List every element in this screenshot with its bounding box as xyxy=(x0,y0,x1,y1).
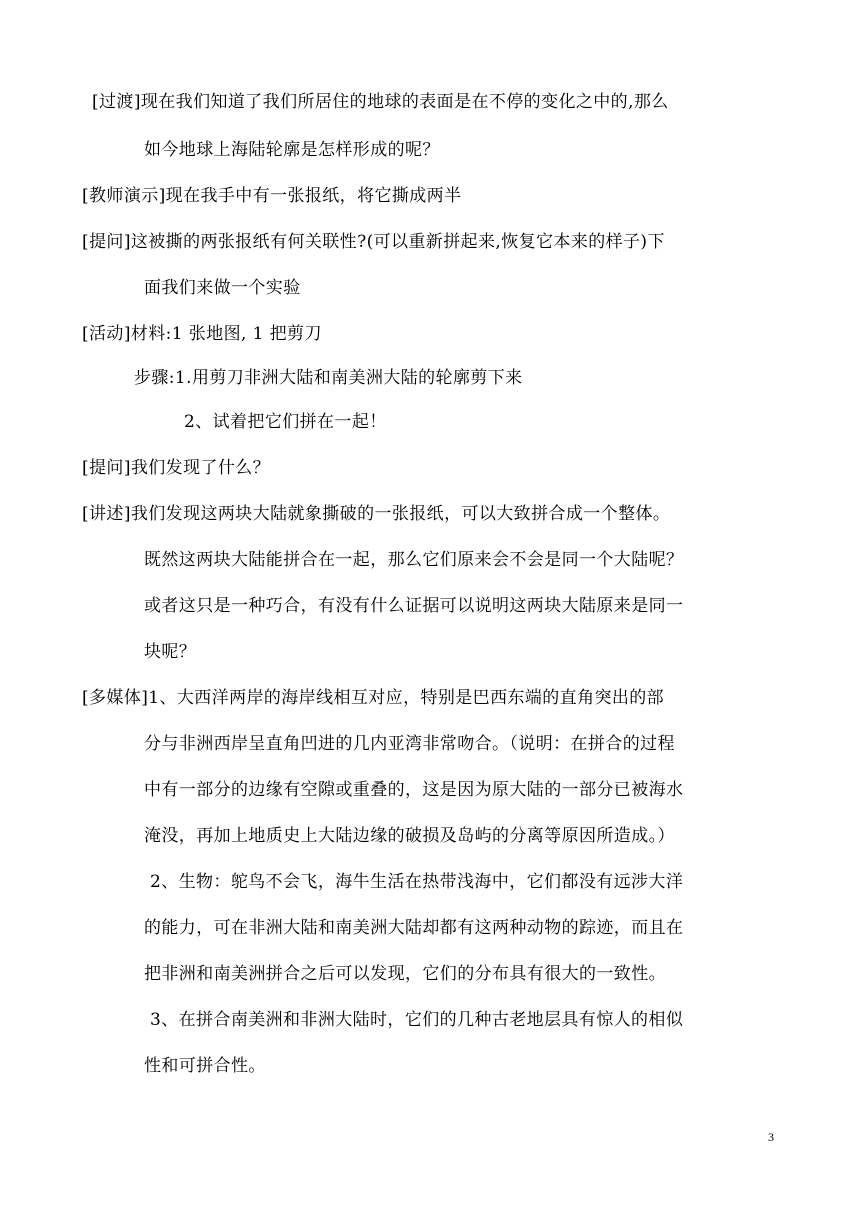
text-line-steps-2: 2、试着把它们拼在一起！ xyxy=(184,412,387,432)
page-number: 3 xyxy=(768,1130,774,1144)
text-line-narration-cont-2: 或者这只是一种巧合，有没有什么证据可以说明这两块大陆原来是同一 xyxy=(144,596,684,616)
text-line-narration-cont-3: 块呢？ xyxy=(144,642,197,662)
text-line-strata: 3、在拼合南美洲和非洲大陆时，它们的几种古老地层具有惊人的相似 xyxy=(150,1010,684,1030)
text-line-transition-cont: 如今地球上海陆轮廓是怎样形成的呢？ xyxy=(144,140,440,160)
text-line-strata-cont: 性和可拼合性。 xyxy=(144,1056,266,1076)
text-line-multimedia-1-cont-1: 分与非洲西岸呈直角凹进的几内亚湾非常吻合。（说明：在拼合的过程 xyxy=(144,734,675,754)
text-line-question-2: [提问]我们发现了什么？ xyxy=(82,458,271,478)
text-line-biology-cont-2: 把非洲和南美洲拼合之后可以发现，它们的分布具有很大的一致性。 xyxy=(144,964,666,984)
text-line-teacher-demo: [教师演示]现在我手中有一张报纸，将它撕成两半 xyxy=(82,186,462,206)
text-line-question-1: [提问]这被撕的两张报纸有何关联性?(可以重新拼起来,恢复它本来的样子)下 xyxy=(82,232,665,252)
text-line-steps-1: 步骤:1.用剪刀非洲大陆和南美洲大陆的轮廓剪下来 xyxy=(134,368,523,388)
text-line-question-1-cont: 面我们来做一个实验 xyxy=(144,278,301,298)
text-line-narration-cont-1: 既然这两块大陆能拼合在一起，那么它们原来会不会是同一个大陆呢？ xyxy=(144,550,684,570)
text-line-multimedia-1-cont-3: 淹没，再加上地质史上大陆边缘的破损及岛屿的分离等原因所造成。） xyxy=(144,826,675,846)
text-line-biology: 2、生物：鸵鸟不会飞，海牛生活在热带浅海中，它们都没有远涉大洋 xyxy=(150,872,684,892)
text-line-activity: [活动]材料:1 张地图, 1 把剪刀 xyxy=(82,324,322,344)
text-line-multimedia-1-cont-2: 中有一部分的边缘有空隙或重叠的，这是因为原大陆的一部分已被海水 xyxy=(144,780,684,800)
text-line-biology-cont-1: 的能力，可在非洲大陆和南美洲大陆却都有这两种动物的踪迹，而且在 xyxy=(144,918,684,938)
text-line-narration: [讲述]我们发现这两块大陆就象撕破的一张报纸，可以大致拼合成一个整体。 xyxy=(82,504,671,524)
text-line-transition: [过渡]现在我们知道了我们所居住的地球的表面是在不停的变化之中的,那么 xyxy=(92,92,669,112)
text-line-multimedia-1: [多媒体]1、大西洋两岸的海岸线相互对应，特别是巴西东端的直角突出的部 xyxy=(82,688,665,708)
